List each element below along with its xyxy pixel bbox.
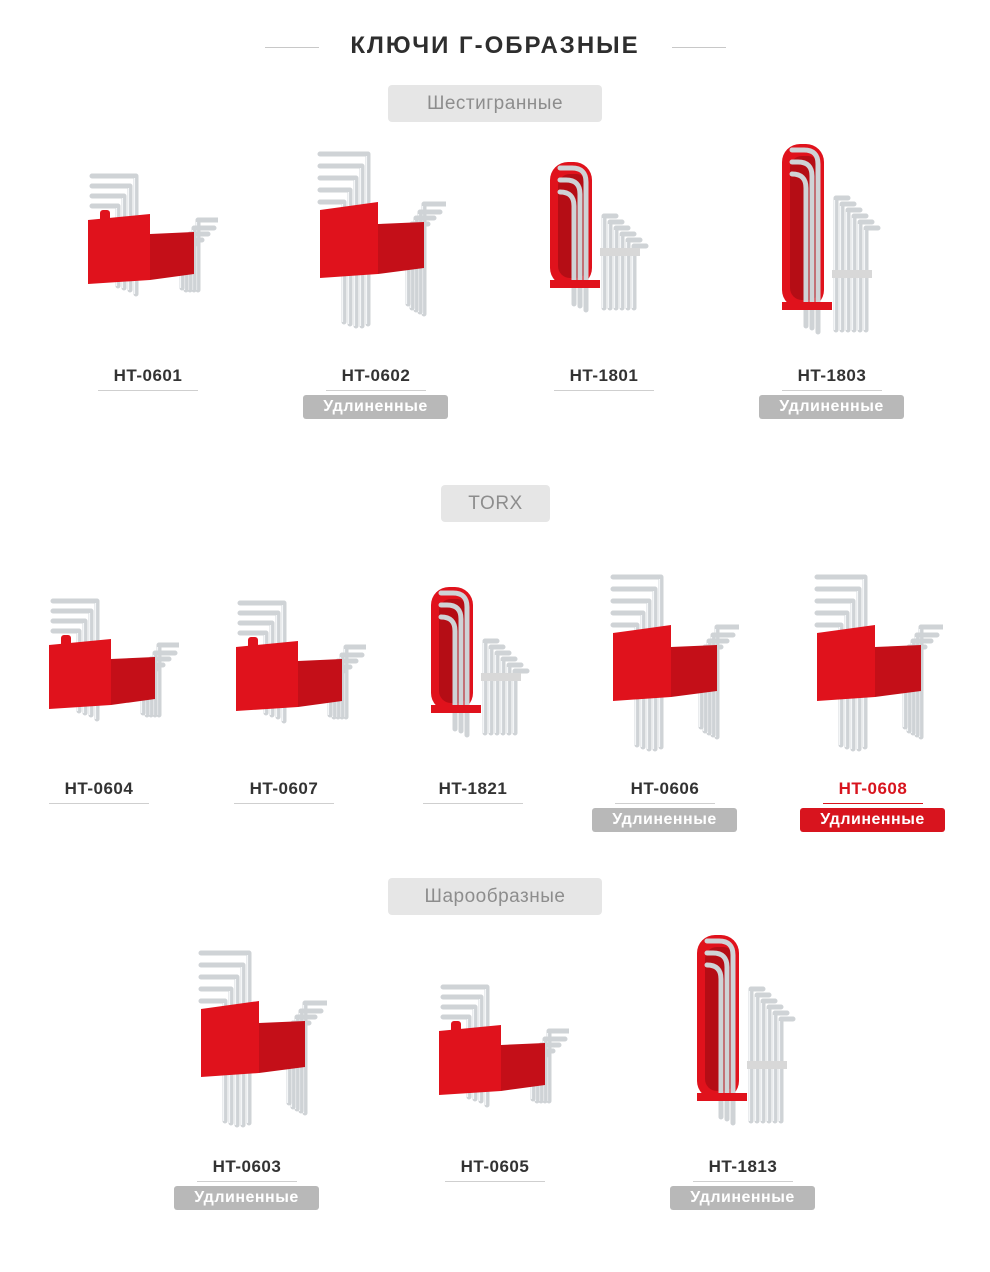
ball-key-set-short-icon xyxy=(429,981,569,1121)
product-sku: HT-0604 xyxy=(49,779,149,804)
torx-key-set-short-icon xyxy=(226,597,366,737)
product-sku: HT-0608 xyxy=(823,779,923,804)
badge-extended: Удлиненные xyxy=(670,1186,815,1210)
hex-key-set-long-icon xyxy=(306,150,446,340)
product-sku: HT-1821 xyxy=(423,779,523,804)
product-sku: HT-0603 xyxy=(197,1157,297,1182)
product-sku: HT-0601 xyxy=(98,366,198,391)
page-title: КЛЮЧИ Г-ОБРАЗНЫЕ xyxy=(350,32,640,59)
badge-extended: Удлиненные xyxy=(759,395,904,419)
hex-key-set-case-icon xyxy=(546,158,666,318)
section-tab-torx[interactable]: TORX xyxy=(441,485,550,522)
product-sku: HT-1813 xyxy=(693,1157,793,1182)
product-sku: HT-1803 xyxy=(782,366,882,391)
section-tab-hex[interactable]: Шестигранные xyxy=(388,85,602,122)
title-divider-right xyxy=(672,47,726,48)
torx-key-set-long-icon xyxy=(599,573,739,763)
torx-key-set-case-icon xyxy=(427,583,547,743)
hex-key-set-short-icon xyxy=(78,170,218,310)
product-sku: HT-0602 xyxy=(326,366,426,391)
ball-key-set-case-long-icon xyxy=(693,931,813,1131)
torx-key-set-short-icon xyxy=(39,595,179,735)
badge-extended: Удлиненные xyxy=(592,808,737,832)
product-sku: HT-0607 xyxy=(234,779,334,804)
product-sku: HT-1801 xyxy=(554,366,654,391)
product-sku: HT-0606 xyxy=(615,779,715,804)
hex-key-set-case-long-icon xyxy=(778,140,898,340)
torx-key-set-long-icon xyxy=(803,573,943,763)
ball-key-set-long-icon xyxy=(187,949,327,1139)
section-tab-ball[interactable]: Шарообразные xyxy=(388,878,602,915)
product-sku: HT-0605 xyxy=(445,1157,545,1182)
badge-extended: Удлиненные xyxy=(303,395,448,419)
badge-extended: Удлиненные xyxy=(174,1186,319,1210)
badge-extended: Удлиненные xyxy=(800,808,945,832)
page-header xyxy=(0,30,990,66)
